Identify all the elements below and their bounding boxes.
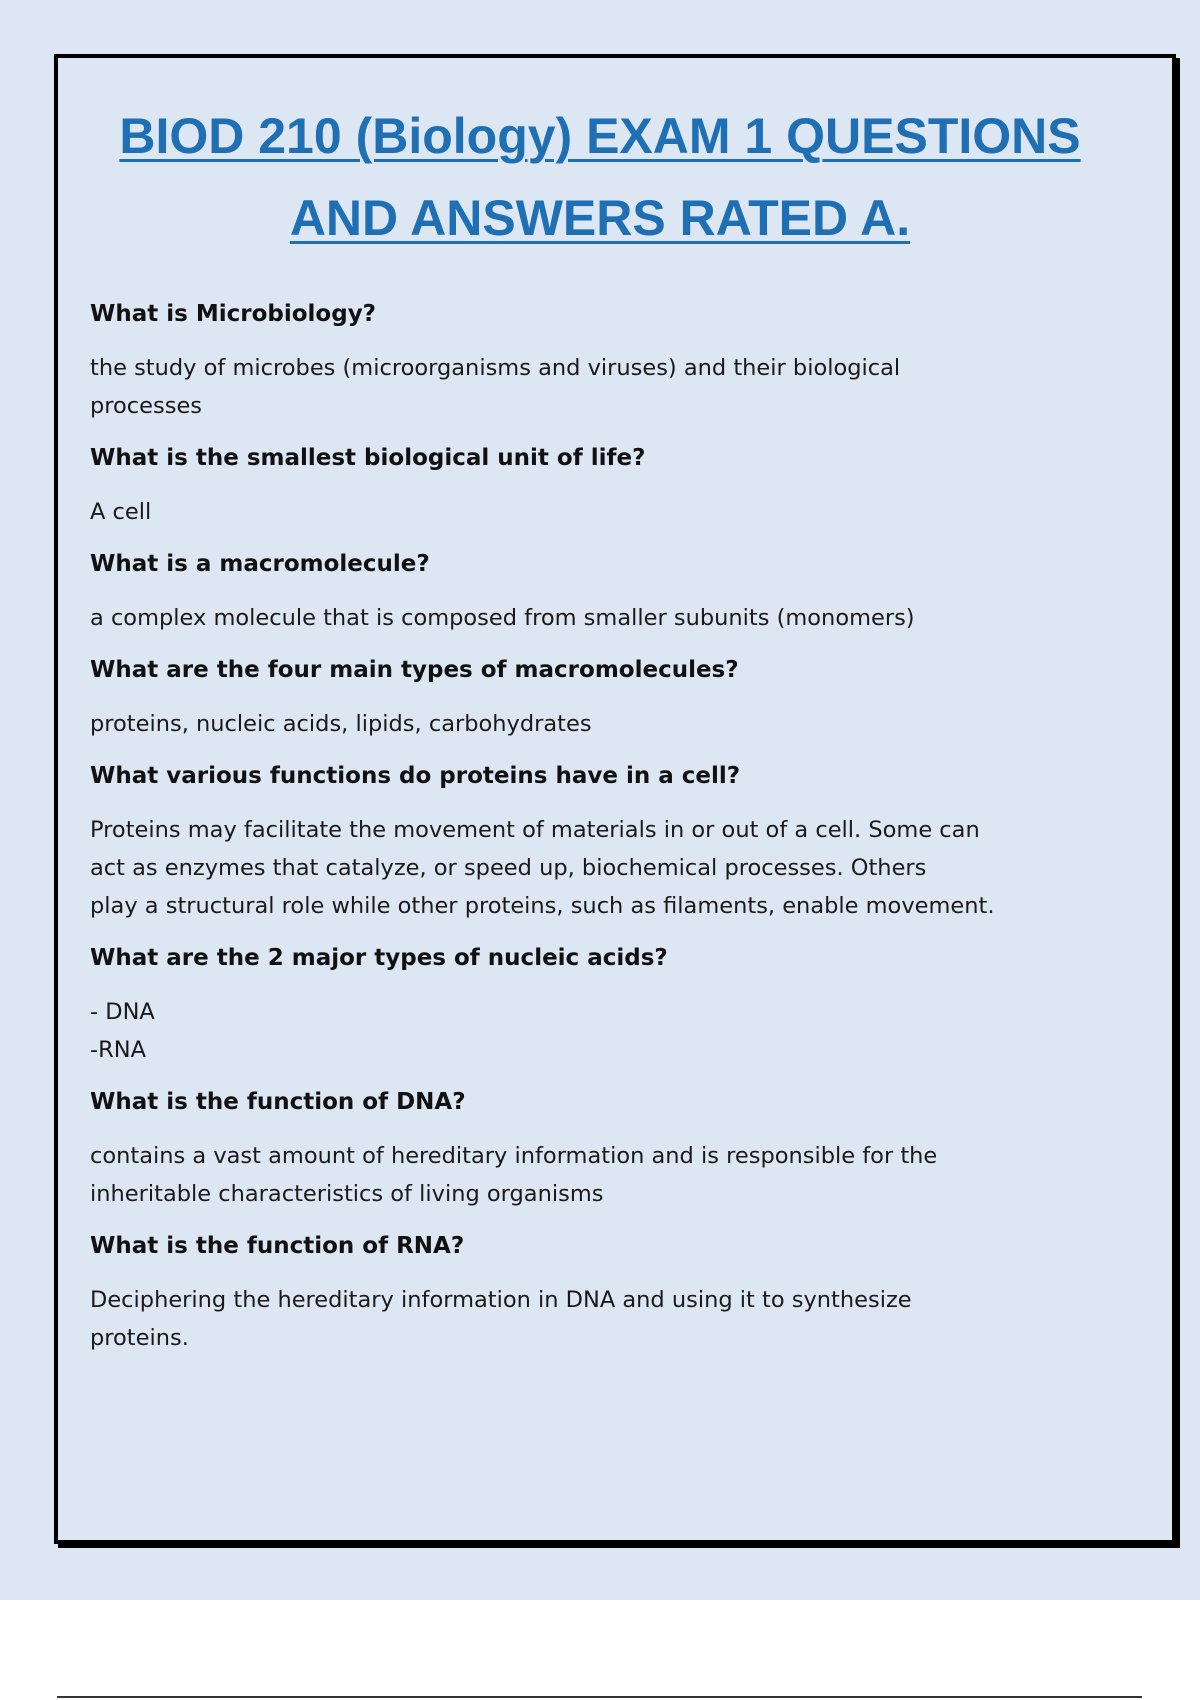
- question: What are the 2 major types of nucleic acids?: [90, 945, 668, 971]
- answer: [90, 1137, 1090, 1213]
- answer-line: processes: [90, 393, 203, 419]
- answer-line: act as enzymes that catalyze, or speed up, biochemical processes. Others: [90, 855, 927, 881]
- question: What is Microbiology?: [90, 301, 377, 327]
- answer: [90, 599, 1090, 637]
- answer-line: the study of microbes (microorganisms and viruses) and their biological: [90, 355, 901, 381]
- question: What is the function of DNA?: [90, 1089, 466, 1115]
- qa-item: [90, 439, 1090, 531]
- qa-item: [90, 1083, 1090, 1213]
- answer-line: Deciphering the hereditary information in DNA and using it to synthesize: [90, 1287, 912, 1313]
- title-line-2: AND ANSWERS RATED A.: [289, 190, 911, 246]
- answer-line: contains a vast amount of hereditary information and is responsible for the: [90, 1143, 938, 1169]
- answer: [90, 993, 1090, 1069]
- answer-line: play a structural role while other proteins, such as filaments, enable movement.: [90, 893, 995, 919]
- question: What are the four main types of macromolecules?: [90, 657, 739, 683]
- answer: [90, 705, 1090, 743]
- qa-item: [90, 545, 1090, 637]
- answer: [90, 493, 1090, 531]
- qa-list: [90, 295, 1090, 1371]
- title-line-1: BIOD 210 (Biology) EXAM 1 QUESTIONS: [119, 108, 1081, 164]
- qa-item: [90, 757, 1090, 925]
- footer-rule: [57, 1696, 1142, 1698]
- qa-item: [90, 295, 1090, 425]
- answer: [90, 811, 1090, 925]
- page-title: [0, 95, 1200, 259]
- qa-item: [90, 939, 1090, 1069]
- answer-line: Proteins may facilitate the movement of materials in or out of a cell. Some can: [90, 817, 980, 843]
- qa-item: [90, 651, 1090, 743]
- answer: [90, 349, 1090, 425]
- question: What is the function of RNA?: [90, 1233, 465, 1259]
- answer-line: A cell: [90, 499, 152, 525]
- answer-line: -RNA: [90, 1037, 146, 1063]
- answer: [90, 1281, 1090, 1357]
- answer-line: inheritable characteristics of living organisms: [90, 1181, 604, 1207]
- answer-line: proteins, nucleic acids, lipids, carbohydrates: [90, 711, 592, 737]
- question: What various functions do proteins have in a cell?: [90, 763, 741, 789]
- answer-line: a complex molecule that is composed from smaller subunits (monomers): [90, 605, 915, 631]
- question: What is a macromolecule?: [90, 551, 430, 577]
- qa-item: [90, 1227, 1090, 1357]
- question: What is the smallest biological unit of life?: [90, 445, 646, 471]
- answer-line: proteins.: [90, 1325, 189, 1351]
- answer-line: - DNA: [90, 999, 155, 1025]
